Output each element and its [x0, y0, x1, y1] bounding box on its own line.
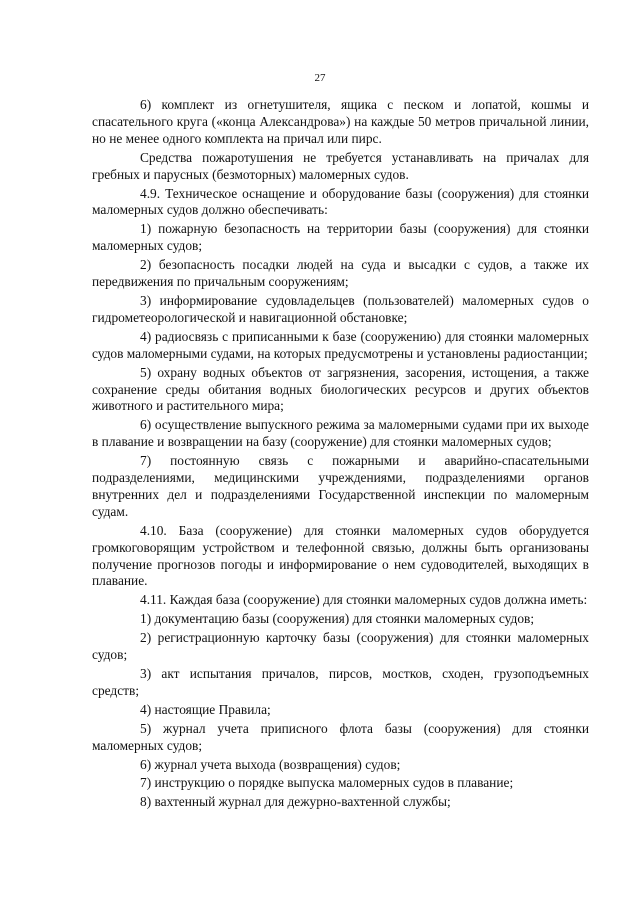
paragraph: 4.9. Техническое оснащение и оборудование базы (сооружения) для стоянки маломерных судов должно обеспечивать:	[92, 185, 589, 218]
paragraph: 3) информирование судовладельцев (пользователей) маломерных судов о гидрометеорологической и навигационной обстановке;	[92, 292, 589, 325]
paragraph: 1) документацию базы (сооружения) для стоянки маломерных судов;	[140, 611, 535, 627]
paragraph: 5) журнал учета приписного флота базы (сооружения) для стоянки маломерных судов;	[92, 720, 589, 753]
paragraph: 2) безопасность посадки людей на суда и высадки с судов, а также их передвижения по причальным сооружениям;	[92, 257, 589, 290]
paragraph: 8) вахтенный журнал для дежурно-вахтенной службы;	[140, 794, 451, 810]
paragraph: 7) инструкцию о порядке выпуска маломерных судов в плавание;	[140, 775, 514, 791]
paragraph: Средства пожаротушения не требуется устанавливать на причалах для гребных и парусных (безмоторных) маломерных судов.	[92, 149, 589, 182]
paragraph: 6) журнал учета выхода (возвращения) судов;	[140, 756, 401, 772]
paragraph: 4) настоящие Правила;	[140, 701, 271, 717]
paragraph: 4) радиосвязь с приписанными к базе (сооружению) для стоянки маломерных судов маломерными судами, на которых предусмотрены и установлены радиостанции;	[92, 328, 589, 361]
paragraph: 7) постоянную связь с пожарными и аварийно-спасательными подразделениями, медицинскими учреждениями, подразделениями органов внутренних дел и подразделениями Государственной инспекции по маломерным судам.	[92, 453, 589, 519]
paragraph: 5) охрану водных объектов от загрязнения, засорения, истощения, а также сохранение среды обитания водных биологических ресурсов и других объектов животного и растительного мира;	[92, 364, 589, 414]
paragraph: 3) акт испытания причалов, пирсов, мостков, сходен, грузоподъемных средств;	[92, 666, 589, 698]
paragraph: 6) комплект из огнетушителя, ящика с песком и лопатой, кошмы и спасательного круга («конца Александрова») на каждые 50 метров причальной линии, но не менее одного комплекта на причал или пирс.	[92, 97, 589, 146]
paragraph: 4.11. Каждая база (сооружение) для стоянки маломерных судов должна иметь:	[140, 592, 588, 608]
paragraph: 1) пожарную безопасность на территории базы (сооружения) для стоянки маломерных судов;	[92, 221, 589, 254]
paragraph: 6) осуществление выпускного режима за маломерными судами при их выходе в плавание и возвращении на базу (сооружение) для стоянки маломерных судов;	[92, 417, 589, 450]
paragraph: 4.10. База (сооружение) для стоянки маломерных судов оборудуется громкоговорящим устройством и телефонной связью, должны быть организованы получение прогнозов погоды и информирование о нем судоводителей, выходящих в плавание.	[92, 522, 589, 589]
page-number: 27	[314, 72, 326, 84]
document-body	[92, 97, 589, 811]
paragraph: 2) регистрационную карточку базы (сооружения) для стоянки маломерных судов;	[92, 630, 589, 663]
